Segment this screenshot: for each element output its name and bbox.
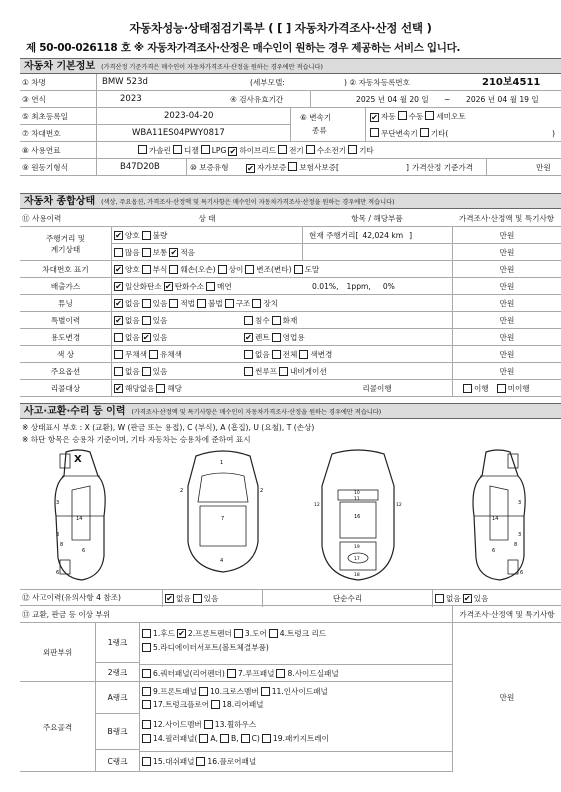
front-panel-checkbox[interactable] [142,687,151,696]
svg-text:14: 14 [76,516,83,522]
vin-damage-label: 훼손(오손) [180,264,216,274]
hood-label: 1.후드 [153,629,175,638]
accident-title: 사고·교환·수리 등 이력 [24,406,126,417]
hydrogen-checkbox[interactable] [306,145,315,154]
validity-end: 2026 년 04 월 19 일 [466,95,539,104]
document-subtitle: 제 50-00-026118 호 ※ 자동차가격조사·산정은 매수인이 원하는 경우 제공하는 서비스 입니다. [26,42,461,54]
emission-price: 만원 [452,278,561,295]
chromatic-checkbox[interactable] [149,350,158,359]
diesel-checkbox[interactable] [173,145,182,154]
usage-history-header: ⑪ 사용이력 [22,213,62,223]
inside-panel-checkbox[interactable] [261,687,270,696]
svg-text:3: 3 [518,500,522,506]
mileage-bad-checkbox[interactable] [142,231,151,240]
hood-checkbox[interactable] [142,629,151,638]
recall-none-label: 해당없음 [125,383,155,393]
rental-label: 렌트 [255,332,270,342]
other-transmission-label: 기타( [430,129,449,138]
svg-text:3: 3 [56,500,60,506]
car-left-side-svg [38,446,124,586]
special-none-label: 없음 [125,315,140,325]
svg-text:2: 2 [260,488,264,494]
tuning-legal-label: 적법 [180,298,196,308]
engine-type-value: B47D20B [120,162,160,172]
mileage-many-checkbox[interactable] [114,248,123,257]
trunk-floor-label: 17.트렁크플로어 [153,700,210,709]
recall-done-checkbox[interactable] [463,384,472,393]
svg-text:3: 3 [56,532,60,538]
vin-corrosion-checkbox[interactable] [142,265,151,274]
recall-label: 리콜대상 [20,380,112,397]
vin-label: ⑦ 차대번호 [22,129,61,138]
recall-not-done-option: 미이행 [507,384,530,393]
car-right-side-diagram [452,446,542,586]
cross-member-label: 10.크로스멤버 [209,687,259,696]
navigation-checkbox[interactable] [279,367,288,376]
damage-area-label: ⑬ 교환, 판금 등 이상 부위 [22,609,111,619]
special-price: 만원 [452,312,561,329]
color-none-checkbox[interactable] [244,350,253,359]
accident-history-label: ⑫ 사고이력(유의사항 4 참조) [22,593,121,602]
mileage-price: 만원 [452,227,561,244]
wheel-house-checkbox[interactable] [204,720,213,729]
svg-text:10: 10 [354,491,360,496]
row-car-name [20,74,561,91]
pillar-panel-label: 14.필러패널( [153,734,198,743]
svg-text:14: 14 [492,516,499,522]
recall-done-option: 이행 [474,384,489,393]
wheel-house-label: 13.휠하우스 [214,720,257,729]
hybrid-checkbox[interactable] [228,147,237,156]
recall-applicable-label: 해당 [167,383,183,393]
package-tray-label: 19.패키지트레이 [272,734,329,743]
radiator-support-checkbox[interactable] [142,643,151,652]
tuning-price: 만원 [452,295,561,312]
recall-row [20,380,561,397]
electric-checkbox[interactable] [278,145,287,154]
pillar-a-label: A, [210,734,218,743]
validity-start: 2025 년 04 월 20 일 [356,95,429,104]
pillar-c-label: C) [251,734,260,743]
usage-exists-label: 있음 [152,332,168,342]
flood-label: 침수 [255,315,270,325]
navigation-label: 내비게이션 [290,366,327,376]
vin-marking-row [20,261,561,278]
quarter-panel-label: 6.쿼터패널(리어펜더) [153,668,225,678]
color-label: 색 상 [20,346,112,363]
reg-number-label: ) ② 자동차등록번호 [344,78,410,87]
tuning-none-checkbox[interactable] [114,299,123,308]
overall-status-note: (색상, 주요옵션, 가격조사·산정액 및 특기사항은 매수인이 자동차가격조사·산정을 원하는 경우에만 적습니다) [101,199,395,206]
car-frame-svg [310,446,406,584]
overall-header-row [20,210,561,227]
svg-text:4: 4 [220,558,224,564]
tuning-illegal-label: 불법 [208,298,223,308]
usage-change-label: 용도변경 [20,329,112,346]
mileage-good-checkbox[interactable] [114,231,123,240]
options-exists-checkbox[interactable] [142,367,151,376]
dash-panel-label: 15.대쉬패널 [153,757,195,766]
accident-note: (가격조사·산정액 및 특기사항은 매수인이 자동차가격조사·산정을 원하는 경우에만 적습니다) [131,409,382,416]
car-left-side-diagram [38,446,124,586]
item-header: 항목 / 해당부품 [351,213,403,223]
co-value: 0.01%, [312,281,339,291]
vin-good-checkbox[interactable] [114,265,123,274]
insurance-warranty-close: ] [406,163,409,172]
hybrid-label: 하이브리드 [239,146,277,155]
roof-panel-label: 7.루프패널 [237,668,275,678]
mileage-normal-label: 보통 [152,248,168,257]
mileage-many-label: 많음 [125,248,140,257]
mileage-good-label: 양호 [125,230,140,240]
car-name-label: ① 차명 [22,78,46,87]
row-engine [20,159,561,176]
achromatic-label: 무채색 [125,349,148,359]
cross-member-checkbox[interactable] [199,687,208,696]
quarter-panel-checkbox[interactable] [142,669,151,678]
svg-text:6: 6 [492,548,496,554]
usage-price: 만원 [452,329,561,346]
diesel-label: 디젤 [184,146,199,155]
repair-none-label: 없음 [446,594,461,603]
tuning-device-label: 장치 [263,298,279,308]
cvt-label: 무단변속기 [381,129,418,138]
commercial-label: 영업용 [282,332,305,342]
fire-checkbox[interactable] [272,316,281,325]
hc-checkbox[interactable] [164,282,173,291]
svg-text:12: 12 [314,503,320,508]
hydrogen-label: 수소전기 [316,146,347,155]
options-none-label: 없음 [125,366,140,376]
svg-text:8: 8 [60,542,64,548]
transmission-label: ⑥ 변속기 [300,113,332,122]
package-tray-checkbox[interactable] [262,734,271,743]
model-year-label: ③ 연식 [22,95,46,104]
front-fender-checkbox[interactable] [177,629,186,638]
outer-panel-label: 외판부위 [20,623,96,682]
mileage-few-label: 적음 [180,248,196,257]
options-exists-label: 있음 [152,366,168,376]
mileage-normal-checkbox[interactable] [142,248,151,257]
accident-history-row [20,589,561,606]
special-history-row [20,312,561,329]
insurance-warranty-checkbox[interactable] [288,162,297,171]
trunk-floor-checkbox[interactable] [142,700,151,709]
color-price: 만원 [452,346,561,363]
co-label: 일산화탄소 [125,281,162,291]
exchange-mark-x: X [74,454,82,465]
usage-exists-checkbox[interactable] [142,333,151,342]
emission-row [20,278,561,295]
recall-done-label: 리콜이행 [362,383,392,393]
other-transmission-checkbox[interactable] [420,128,429,137]
front-fender-label: 2.프론트펜더 [187,629,232,638]
smoke-checkbox[interactable] [206,282,215,291]
pillar-b-checkbox[interactable] [220,734,229,743]
warranty-label: ⑩ 보증유형 [190,163,229,172]
svg-text:17: 17 [354,557,360,562]
gasoline-label: 가솔린 [149,146,172,155]
auto-label: 자동 [381,112,396,121]
note-legend: ※ 하단 항목은 승용차 기준이며, 기타 자동차는 승용차에 준하여 표시 [22,435,251,444]
trunk-lid-label: 4.트렁크 리드 [279,629,327,638]
sunroof-checkbox[interactable] [244,367,253,376]
repair-none-checkbox[interactable] [435,594,444,603]
trunk-lid-checkbox[interactable] [269,629,278,638]
vin-price: 만원 [452,261,561,278]
manual-label: 수동 [408,112,424,121]
special-exists-label: 있음 [152,315,168,325]
tuning-exists-label: 있음 [152,298,168,308]
svg-text:3: 3 [518,532,522,538]
simple-repair-label: 단순수리 [262,590,432,607]
damage-area-row [20,606,561,623]
other-fuel-label: 기타 [359,146,374,155]
chromatic-label: 유채색 [160,349,183,359]
self-warranty-checkbox[interactable] [246,164,255,173]
gasoline-checkbox[interactable] [138,145,147,154]
tuning-illegal-checkbox[interactable] [197,299,206,308]
accident-none-label: 없음 [176,594,191,603]
hc-value: 1ppm, [346,281,371,291]
car-frame-diagram [310,446,406,584]
usage-none-checkbox[interactable] [114,333,123,342]
accident-section [20,403,561,419]
status-header: 상 태 [198,213,216,223]
semi-auto-checkbox[interactable] [425,111,434,120]
special-history-label: 특별이력 [20,312,112,329]
main-frame-group [20,682,561,772]
damage-price-header: 가격조사·산정액 및 특기사항 [452,606,561,623]
options-row [20,363,561,380]
basic-info-section [20,58,561,176]
manual-checkbox[interactable] [398,111,407,120]
rankC-label: C랭크 [96,750,140,772]
pillar-a-checkbox[interactable] [199,734,208,743]
vin-good-label: 양호 [125,264,140,274]
basic-info-header [20,58,561,74]
current-mileage-value: 42,024 km [362,230,404,240]
co-checkbox[interactable] [114,282,123,291]
svg-text:1: 1 [220,460,224,466]
auto-checkbox[interactable] [370,113,379,122]
special-exists-checkbox[interactable] [142,316,151,325]
engine-type-label: ⑨ 원동기형식 [22,163,68,172]
svg-text:7: 7 [221,516,225,522]
fire-label: 화재 [282,315,298,325]
rear-panel-label: 18.리어패널 [222,700,264,709]
gauge-label: 계기상태 [50,244,81,254]
inspection-validity-label: ④ 검사유효기간 [230,95,284,104]
reg-number-value: 210보4511 [482,77,541,88]
achromatic-checkbox[interactable] [114,350,123,359]
main-frame-label: 주요골격 [20,682,96,772]
radiator-support-label: 5.라디에이터서포트(볼트체결부품) [153,643,269,652]
color-full-label: 전체 [282,349,298,359]
usage-none-label: 없음 [125,332,140,342]
row-fuel [20,142,561,159]
vin-damage-checkbox[interactable] [169,265,178,274]
pillar-b-label: B, [231,734,239,743]
svg-text:18: 18 [354,573,360,578]
damage-price: 만원 [452,623,561,772]
rear-panel-checkbox[interactable] [211,700,220,709]
first-registration-value: 2023-04-20 [164,111,214,121]
color-change-checkbox[interactable] [299,350,308,359]
overall-status-header [20,193,561,209]
color-row [20,346,561,363]
options-label: 주요옵션 [20,363,112,380]
tuning-structure-checkbox[interactable] [225,299,234,308]
current-mileage-label: 현재 주행거리[ [309,230,359,240]
color-full-checkbox[interactable] [272,350,281,359]
side-member-checkbox[interactable] [142,720,151,729]
emission-label: 배출가스 [20,278,112,295]
electric-label: 전기 [289,146,304,155]
tuning-row [20,295,561,312]
options-price: 만원 [452,363,561,380]
svg-text:19: 19 [354,545,360,550]
model-year-value: 2023 [120,94,142,104]
svg-text:16: 16 [354,514,361,520]
svg-text:8: 8 [514,542,518,548]
repair-exists-label: 있음 [473,594,489,603]
commercial-checkbox[interactable] [272,333,281,342]
floor-panel-checkbox[interactable] [196,757,205,766]
car-top-svg [176,446,270,576]
accident-none-checkbox[interactable] [165,594,174,603]
rank2-label: 2랭크 [96,663,140,682]
overall-status-title: 자동차 종합상태 [24,196,96,207]
other-fuel-checkbox[interactable] [348,145,357,154]
color-none-label: 없음 [255,349,270,359]
hc-label: 탄화수소 [174,281,205,291]
transmission-type-label: 종류 [312,126,327,135]
svg-text:6: 6 [520,570,524,576]
inside-panel-label: 11.인사이드패널 [271,687,328,696]
vin-different-checkbox[interactable] [218,265,227,274]
door-label: 3.도어 [244,629,267,638]
svg-text:2: 2 [180,488,184,494]
basic-info-title: 자동차 기본정보 [24,61,96,72]
symbol-legend: ※ 상태표시 부호 : X (교환), W (판금 또는 용접), C (부식), A (흠집), U (요철), T (손상) [22,423,315,432]
mileage-row [20,227,561,261]
vin-value: WBA11ES04PWY0817 [132,128,225,138]
car-top-diagram [176,446,270,576]
side-sill-checkbox[interactable] [276,669,285,678]
front-panel-label: 9.프론트패널 [153,687,197,696]
vin-altered-label: 변조(변타) [256,264,292,274]
lpg-checkbox[interactable] [201,145,210,154]
accident-header [20,403,561,419]
roof-panel-checkbox[interactable] [227,669,236,678]
base-price-label: 가격산정 기준가격 [412,163,474,172]
other-transmission-close: ) [552,129,555,138]
semi-auto-label: 세미오토 [436,112,466,121]
vin-marking-label: 차대번호 표기 [20,261,112,278]
cvt-checkbox[interactable] [370,128,379,137]
dash-panel-checkbox[interactable] [142,757,151,766]
flood-checkbox[interactable] [244,316,253,325]
svg-text:6: 6 [56,570,60,576]
repair-exists-checkbox[interactable] [463,594,472,603]
vin-altered-checkbox[interactable] [245,265,254,274]
insurance-warranty-label: 보험사보증[ [299,163,339,172]
car-name-value: BMW 523d [102,77,148,87]
recall-none-checkbox[interactable] [114,384,123,393]
sub-model-label: (세부모델: [250,78,285,87]
rank1-label: 1랭크 [96,623,140,663]
rankA-label: A랭크 [96,682,140,714]
vin-different-label: 상이 [228,264,244,274]
document-title: 자동차성능·상태점검기록부 ( [ ] 자동차가격조사·산정 선택 ) [129,21,432,35]
mileage-few-checkbox[interactable] [169,248,178,257]
special-none-checkbox[interactable] [114,316,123,325]
recall-applicable-checkbox[interactable] [156,384,165,393]
row-first-registration [20,108,561,142]
vin-corrosion-label: 부식 [152,264,168,274]
color-change-label: 색변경 [310,349,333,359]
smoke-value: 0% [382,281,395,291]
recall-not-done-checkbox[interactable] [497,384,506,393]
mileage-bad-label: 불량 [152,230,168,240]
basic-info-note: (가격산정 기준가격은 매수인이 자동차가격조사·산정을 원하는 경우에만 적습니다) [101,64,323,71]
fuel-label: ⑧ 사용연료 [22,146,61,155]
current-mileage-close: ] [409,230,413,240]
options-none-checkbox[interactable] [114,367,123,376]
tuning-legal-checkbox[interactable] [169,299,178,308]
tuning-structure-label: 구조 [235,298,251,308]
accident-exists-checkbox[interactable] [193,594,202,603]
vin-painted-checkbox[interactable] [294,265,303,274]
mileage-label: 주행거리 및 [45,233,86,243]
svg-text:11: 11 [354,497,360,502]
first-registration-label: ⑤ 최초등록일 [22,112,68,121]
usage-change-row [20,329,561,346]
price-header: 가격조사·산정액 및 특기사항 [458,213,555,223]
pillar-c-checkbox[interactable] [241,734,250,743]
car-right-side-svg [452,446,542,586]
svg-text:6: 6 [82,548,86,554]
overall-status-section [20,193,561,209]
lpg-label: LPG [211,146,227,155]
floor-panel-label: 16.플로어패널 [207,757,257,766]
side-member-label: 12.사이드멤버 [153,720,202,729]
vin-painted-label: 도말 [304,264,320,274]
side-sill-label: 8.사이드실패널 [287,668,339,678]
tuning-exists-checkbox[interactable] [142,299,151,308]
rental-checkbox[interactable] [244,333,253,342]
row-model-year [20,91,561,108]
sunroof-label: 썬루프 [255,366,278,376]
validity-tilde: ~ [444,95,451,104]
pillar-panel-checkbox[interactable] [142,734,151,743]
tuning-none-label: 없음 [125,298,140,308]
tuning-label: 튜닝 [20,295,112,312]
rankB-label: B랭크 [96,714,140,750]
base-price-unit: 만원 [536,163,551,172]
gauge-price: 만원 [452,244,561,261]
smoke-label: 매연 [217,281,232,291]
door-checkbox[interactable] [234,629,243,638]
accident-exists-label: 있음 [203,594,219,603]
svg-text:12: 12 [396,503,402,508]
tuning-device-checkbox[interactable] [252,299,261,308]
self-warranty-label: 자가보증 [257,163,287,172]
